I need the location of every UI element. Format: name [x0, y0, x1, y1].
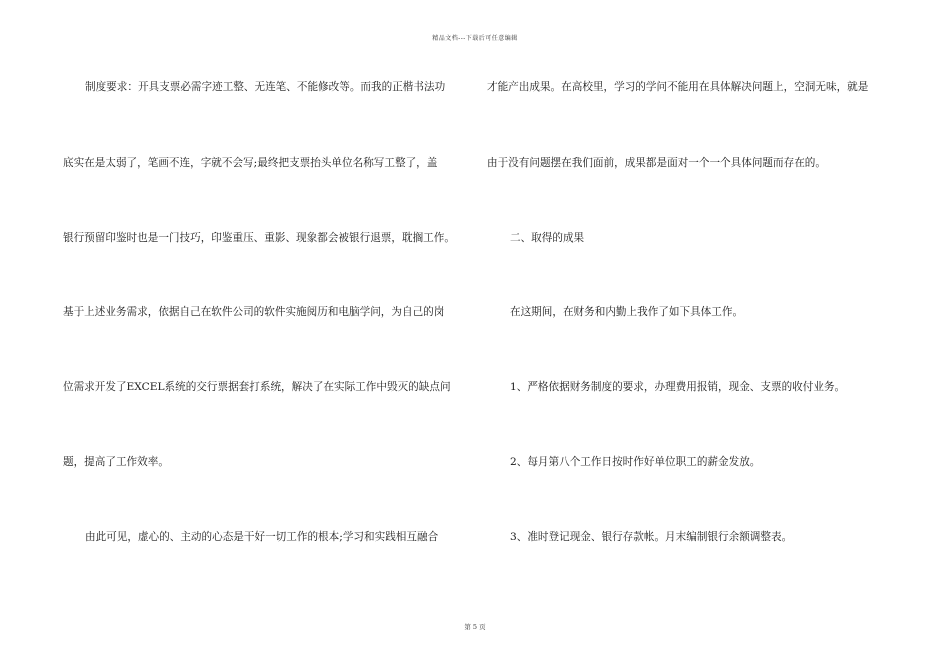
body-text-line: 银行预留印鉴时也是一门技巧，印鉴重压、重影、现象都会被银行退票，耽搁工作。 [63, 232, 455, 244]
page-header: 精品文档---下载后可任意编辑 [432, 35, 518, 42]
body-text-line: 底实在是太弱了，笔画不连，字就不会写;最终把支票抬头单位名称写工整了，盖 [63, 157, 438, 169]
body-text-line: 才能产出成果。在高校里，学习的学问不能用在具体解决问题上，空洞无味，就是 [487, 81, 869, 93]
body-text-line: 由此可见，虚心的、主动的心态是干好一切工作的根本;学习和实践相互融合 [85, 531, 439, 543]
list-item: 3、准时登记现金、银行存款帐。月末编制银行余额调整表。 [510, 531, 793, 543]
section-heading: 二、取得的成果 [510, 232, 585, 244]
body-text-line: 基于上述业务需求，依据自己在软件公司的软件实施阅历和电脑学问，为自己的岗 [63, 306, 445, 318]
body-text-line: 由于没有问题摆在我们面前，成果都是面对一个一个具体问题而存在的。 [487, 157, 826, 169]
list-item: 1、严格依据财务制度的要求，办理费用报销，现金、支票的收付业务。 [510, 381, 846, 393]
list-item: 2、每月第八个工作日按时作好单位职工的薪金发放。 [510, 456, 761, 468]
body-text-line: 在这期间，在财务和内勤上我作了如下具体工作。 [510, 306, 744, 318]
body-text-line: 位需求开发了EXCEL系统的交行票据套打系统，解决了在实际工作中毁灭的缺点问 [63, 381, 451, 393]
body-text-line: 题，提高了工作效率。 [63, 456, 169, 468]
page-number: 第 5 页 [464, 623, 486, 631]
body-text-line: 制度要求：开具支票必需字迹工整、无连笔、不能修改等。而我的正楷书法功 [85, 81, 446, 93]
